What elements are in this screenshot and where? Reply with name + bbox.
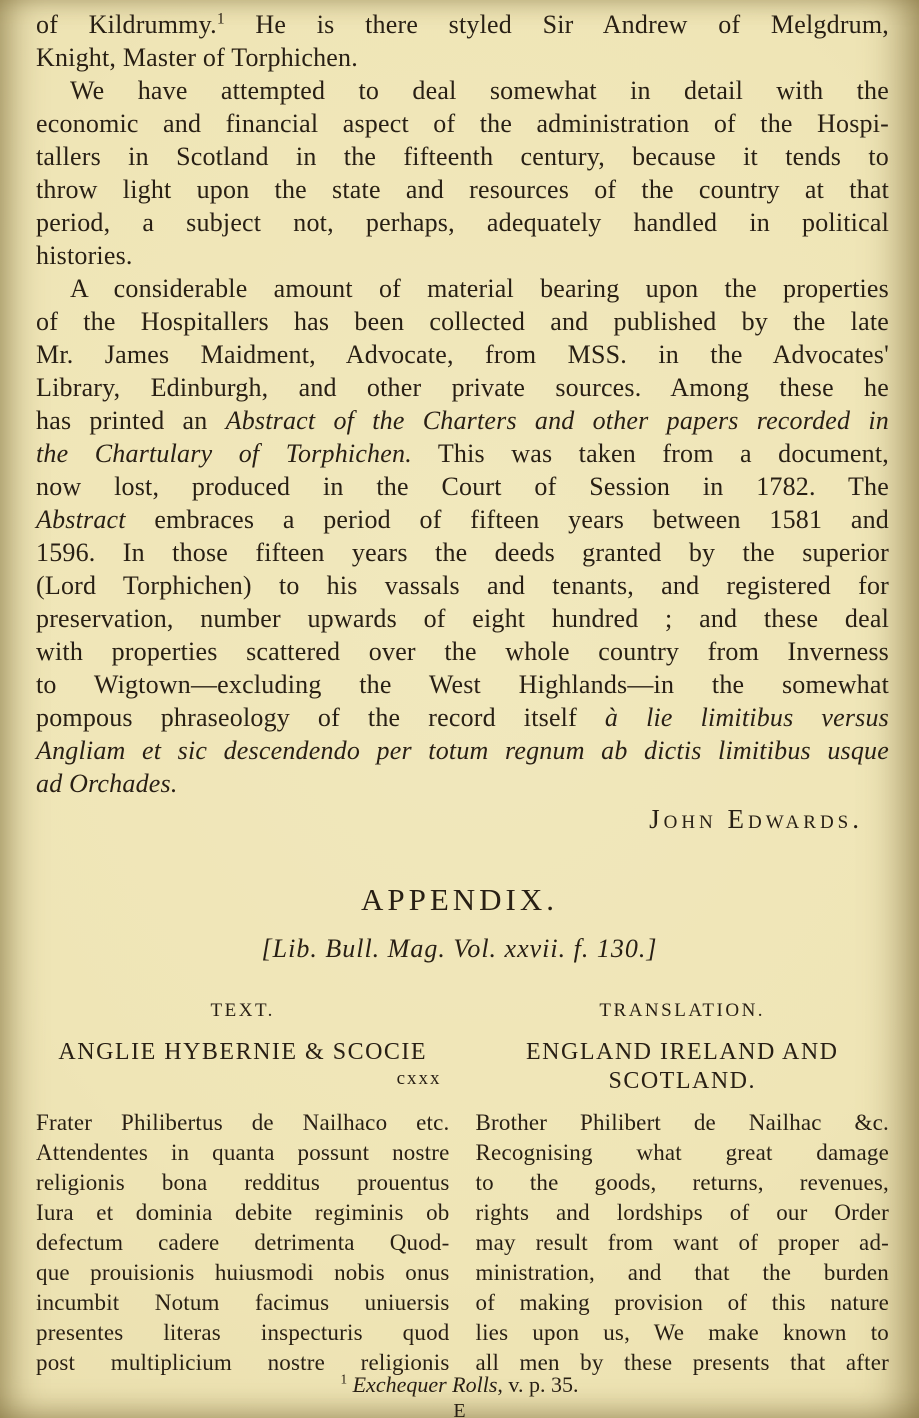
text-line: of Kildrummy.$^1$ He is there styled Sir Andrew of Melgdrum, — [36, 10, 889, 39]
english-heading-text — [476, 1038, 890, 1096]
text-line: Frater Philibertus de Nailhaco etc. — [36, 1110, 450, 1135]
text-line: Recognising what great damage — [475, 1140, 889, 1165]
footnote: $^1$ Exchequer Rolls, v. p. 35. — [340, 1371, 579, 1397]
translation-column-header: TRANSLATION. — [599, 1000, 766, 1021]
english-translation-column — [476, 1038, 890, 1378]
text-line: now lost, produced in the Court of Session in 1782. The — [36, 472, 889, 501]
column-headers — [36, 1000, 889, 1022]
english-column-heading — [476, 1038, 890, 1104]
text-line: Brother Philibert de Nailhac &c. — [475, 1110, 889, 1135]
text-line: religionis bona redditus prouentus — [36, 1170, 450, 1195]
text-line: the Chartulary of Torphichen. This was taken from a document, — [36, 439, 889, 468]
printers-signature-mark: E — [453, 1400, 466, 1418]
text-line: histories. — [36, 241, 133, 270]
text-line: que prouisionis huiusmodi nobis onus — [36, 1260, 450, 1285]
text-line: ad Orchades. — [36, 769, 178, 798]
appendix-title: APPENDIX. — [360, 882, 559, 917]
paragraph — [36, 272, 889, 800]
text-line: all men by these presents that after — [475, 1350, 889, 1375]
text-line: Mr. James Maidment, Advocate, from MSS. in the Advocates' — [36, 340, 889, 369]
appendix-columns-area — [36, 1000, 889, 1378]
text-line: has printed an Abstract of the Charters and other papers recorded in — [36, 406, 889, 435]
text-line: A considerable amount of material bearing upon the properties — [70, 274, 889, 303]
text-line: with properties scattered over the whole country from Inverness — [36, 637, 889, 666]
essay-text-block — [36, 8, 889, 800]
latin-heading-text: ANGLIE HYBERNIE & SCOCIE — [58, 1039, 428, 1065]
text-line: rights and lordships of our Order — [475, 1200, 889, 1225]
latin-heading-number: cxxx — [396, 1068, 442, 1089]
text-line: Knight, Master of Torphichen. — [36, 43, 358, 72]
text-line: may result from want of proper ad- — [475, 1230, 889, 1255]
text-line: presentes literas inspecturis quod — [36, 1320, 450, 1345]
latin-column-heading — [36, 1038, 450, 1104]
text-line: ministration, and that the burden — [475, 1260, 889, 1285]
text-column-header: TEXT. — [210, 1000, 275, 1021]
text-line: Library, Edinburgh, and other private sources. Among these he — [36, 373, 889, 402]
heading-line: ENGLAND IRELAND AND — [526, 1039, 839, 1065]
author-signature: John Edwards. — [649, 804, 863, 834]
columns — [36, 1038, 889, 1378]
text-line: Attendentes in quanta possunt nostre — [36, 1140, 450, 1165]
paragraph — [36, 8, 889, 74]
text-line: period, a subject not, perhaps, adequately handled in political — [36, 208, 889, 237]
text-line: Angliam et sic descendendo per totum regnum ab dictis limitibus usque — [36, 736, 889, 765]
text-line: tallers in Scotland in the fifteenth century, because it tends to — [36, 142, 889, 171]
text-line: Abstract embraces a period of fifteen years between 1581 and — [36, 505, 889, 534]
text-line: (Lord Torphichen) to his vassals and tenants, and registered for — [36, 571, 889, 600]
text-line: economic and financial aspect of the administration of the Hospi- — [36, 109, 889, 138]
heading-line: SCOTLAND. — [608, 1068, 756, 1094]
text-line: post multiplicium nostre religionis — [36, 1350, 450, 1375]
english-column-body — [476, 1108, 890, 1378]
text-line: throw light upon the state and resources of the country at that — [36, 175, 889, 204]
text-line: pompous phraseology of the record itself à lie limitibus versus — [36, 703, 889, 732]
latin-column-body — [36, 1108, 450, 1378]
text-line: lies upon us, We make known to — [475, 1320, 889, 1345]
appendix-source-reference: [Lib. Bull. Mag. Vol. xxvii. f. 130.] — [261, 934, 658, 963]
text-line: Iura et dominia debite regiminis ob — [36, 1200, 450, 1225]
latin-text-column — [36, 1038, 450, 1378]
paragraph — [36, 74, 889, 272]
text-line: defectum cadere detrimenta Quod- — [36, 1230, 450, 1255]
text-line: of the Hospitallers has been collected and published by the late — [36, 307, 889, 336]
text-line: to the goods, returns, revenues, — [475, 1170, 889, 1195]
text-line: 1596. In those fifteen years the deeds granted by the superior — [36, 538, 889, 567]
text-line: incumbit Notum facimus uniuersis — [36, 1290, 450, 1315]
text-line: preservation, number upwards of eight hundred ; and these deal — [36, 604, 889, 633]
text-line: of making provision of this nature — [475, 1290, 889, 1315]
text-line: to Wigtown—excluding the West Highlands—in the somewhat — [36, 670, 889, 699]
text-line: We have attempted to deal somewhat in detail with the — [70, 76, 889, 105]
